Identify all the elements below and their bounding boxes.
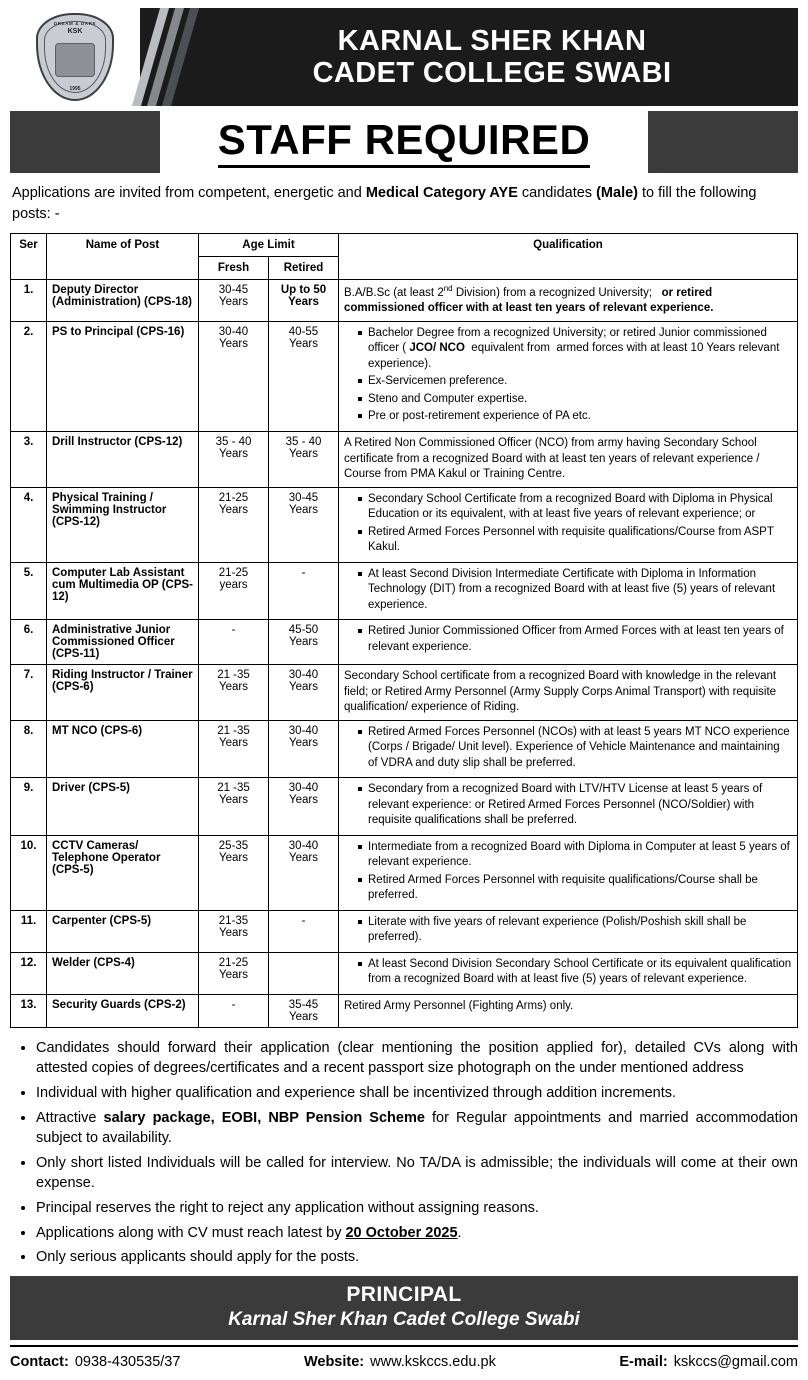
cell-age-fresh: 30-45 Years [199, 280, 269, 322]
qualification-item: Secondary School Certificate from a recognized Board with Diploma in Physical Education or its equivalent, with at least five years of relevant experience; or [358, 492, 792, 523]
institution-name: Karnal Sher Khan Cadet College Swabi [228, 1308, 580, 1330]
note-item: • Attractive salary package, EOBI, NBP Pension Scheme for Regular appointments and married accommodation subject to availability. [36, 1108, 798, 1149]
header-title-line1: KARNAL SHER KHAN [337, 24, 647, 57]
cell-post-name: CCTV Cameras/ Telephone Operator (CPS-5) [47, 835, 199, 910]
crest-year: 1995 [69, 86, 81, 92]
posts-table-head [11, 234, 798, 280]
cell-age-fresh: 21-25 Years [199, 952, 269, 994]
banner-left-shape [10, 111, 160, 173]
staff-required-banner [10, 111, 798, 173]
crest-emblem-icon [55, 43, 95, 77]
contact-label: Contact: [10, 1353, 69, 1370]
cell-post-name: Physical Training / Swimming Instructor (CPS-12) [47, 487, 199, 562]
cell-age-fresh: 21 -35 Years [199, 778, 269, 836]
th-age-fresh: Fresh [199, 257, 269, 280]
cell-ser: 2. [11, 321, 47, 431]
cell-age-retired: 30-40 Years [269, 835, 339, 910]
qualification-list [344, 326, 792, 425]
cell-post-name: Administrative Junior Commissioned Officer (CPS-11) [47, 620, 199, 665]
cell-post-name: PS to Principal (CPS-16) [47, 321, 199, 431]
crest-motto: DREAM & DARE [53, 21, 97, 26]
cell-ser: 11. [11, 910, 47, 952]
qualification-item: Retired Junior Commissioned Officer from Armed Forces with at least ten years of relevant experience. [358, 624, 792, 655]
cell-age-retired: 35-45 Years [269, 994, 339, 1027]
table-row [11, 778, 798, 836]
intro-bold-gender: (Male) [596, 185, 638, 201]
cell-ser: 6. [11, 620, 47, 665]
cell-post-name: Security Guards (CPS-2) [47, 994, 199, 1027]
table-row [11, 280, 798, 322]
qualification-list [344, 725, 792, 772]
website-label: Website: [303, 1353, 365, 1370]
college-crest-icon [27, 10, 123, 104]
cell-qualification [339, 952, 798, 994]
cell-age-fresh: 21-25 years [199, 562, 269, 620]
cell-qualification [339, 431, 798, 487]
qualification-list [344, 492, 792, 556]
cell-ser: 9. [11, 778, 47, 836]
qualification-item: Literate with five years of relevant experience (Polish/Poshish skill shall be preferred). [358, 915, 792, 946]
cell-post-name: Drill Instructor (CPS-12) [47, 431, 199, 487]
cell-ser: 3. [11, 431, 47, 487]
banner-right-shape [648, 111, 798, 173]
contact-website[interactable] [304, 1354, 496, 1370]
qualification-item: Bachelor Degree from a recognized University; or retired Junior commissioned officer ( JCO/ NCO equivalent from armed forces with at least 10 Years relevant experience). [358, 326, 792, 373]
cell-qualification [339, 562, 798, 620]
note-item: • Only short listed Individuals will be called for interview. No TA/DA is admissible; the individuals will come at their own expense. [36, 1153, 798, 1194]
cell-age-fresh: 21 -35 Years [199, 720, 269, 778]
th-ser: Ser [11, 234, 47, 280]
banner-title: STAFF REQUIRED [218, 116, 591, 168]
table-row [11, 487, 798, 562]
intro-bold-medical-category: Medical Category AYE [365, 185, 518, 201]
qualification-item: Steno and Computer expertise. [358, 392, 792, 408]
table-row [11, 562, 798, 620]
cell-qualification [339, 778, 798, 836]
qualification-item: At least Second Division Intermediate Certificate with Diploma in Information Technology (DIT) from a recognized Board with at least five (5) years of relevant experience. [358, 567, 792, 614]
qualification-item: Retired Armed Forces Personnel (NCOs) with at least 5 years MT NCO experience (Corps / Brigade/ Unit level). Experience of Vehicle Maintenance and maintaining of VDRA and duty slip shall be preferred. [358, 725, 792, 772]
qualification-item: Ex-Servicemen preference. [358, 374, 792, 390]
note-item: • Candidates should forward their application (clear mentioning the position applied for), detailed CVs along with attested copies of degrees/certificates and a recent passport size photograph on the under mentioned address [36, 1038, 798, 1079]
note-item: • Applications along with CV must reach latest by 20 October 2025. [36, 1223, 798, 1244]
qualification-item: Retired Armed Forces Personnel with requisite qualifications/Course from ASPT Kakul. [358, 525, 792, 556]
website-value[interactable]: www.kskccs.edu.pk [370, 1353, 496, 1370]
table-header-row [11, 234, 798, 257]
contact-value: 0938-430535/37 [74, 1353, 181, 1370]
qualification-list [344, 840, 792, 904]
cell-post-name: Riding Instructor / Trainer (CPS-6) [47, 665, 199, 721]
cell-age-retired: 30-40 Years [269, 665, 339, 721]
cell-age-retired: 35 - 40 Years [269, 431, 339, 487]
cell-ser: 7. [11, 665, 47, 721]
cell-ser: 1. [11, 280, 47, 322]
qualification-text: Retired Army Personnel (Fighting Arms) only. [344, 999, 574, 1012]
qualification-list [344, 567, 792, 614]
cell-age-fresh: 21-35 Years [199, 910, 269, 952]
table-row [11, 665, 798, 721]
posts-table-body [11, 280, 798, 1028]
cell-age-fresh: 30-40 Years [199, 321, 269, 431]
header-title-line2: CADET COLLEGE SWABI [312, 57, 672, 89]
cell-qualification [339, 280, 798, 322]
cell-qualification [339, 720, 798, 778]
cell-qualification [339, 665, 798, 721]
th-age-limit: Age Limit [199, 234, 339, 257]
note-item: • Individual with higher qualification and experience shall be incentivized through addition increments. [36, 1083, 798, 1104]
posts-table [10, 233, 798, 1028]
notes-list [10, 1038, 798, 1268]
cell-ser: 10. [11, 835, 47, 910]
th-post: Name of Post [47, 234, 199, 280]
cell-age-fresh: - [199, 994, 269, 1027]
intro-text-after: to fill the following posts: - [12, 185, 757, 223]
table-row [11, 720, 798, 778]
principal-title: PRINCIPAL [346, 1282, 462, 1306]
table-row [11, 835, 798, 910]
cell-age-retired: Up to 50 Years [269, 280, 339, 322]
table-row [11, 431, 798, 487]
cell-qualification [339, 620, 798, 665]
cell-qualification [339, 994, 798, 1027]
qualification-list [344, 915, 792, 946]
qualification-text: B.A/B.Sc (at least 2nd Division) from a recognized University; or retired commissioned officer with at least ten years of relevant experience. [344, 284, 714, 315]
table-row [11, 620, 798, 665]
qualification-list [344, 957, 792, 988]
cell-post-name: Carpenter (CPS-5) [47, 910, 199, 952]
cell-ser: 8. [11, 720, 47, 778]
note-item: • Only serious applicants should apply for the posts. [36, 1247, 798, 1268]
cell-age-retired: - [269, 562, 339, 620]
logo-area [10, 8, 140, 106]
crest-abbr: KSK [67, 28, 83, 35]
cell-post-name: Welder (CPS-4) [47, 952, 199, 994]
qualification-list [344, 624, 792, 655]
intro-text-before: Applications are invited from competent, energetic and [12, 185, 366, 201]
cell-age-retired: 30-40 Years [269, 720, 339, 778]
cell-qualification [339, 321, 798, 431]
cell-age-fresh: - [199, 620, 269, 665]
table-row [11, 321, 798, 431]
table-row [11, 994, 798, 1027]
table-row [11, 910, 798, 952]
cell-age-retired: 30-40 Years [269, 778, 339, 836]
cell-post-name: Driver (CPS-5) [47, 778, 199, 836]
qualification-text: A Retired Non Commissioned Officer (NCO) from army having Secondary School certificate from a recognized Board with at least ten years of relevant experience / Course from PMA Kakul or Training Centre. [344, 436, 760, 481]
cell-age-fresh: 21-25 Years [199, 487, 269, 562]
qualification-item: At least Second Division Secondary School Certificate or its equivalent qualification from a recognized Board with at least five (5) years of relevant experience. [358, 957, 792, 988]
cell-post-name: Computer Lab Assistant cum Multimedia OP (CPS-12) [47, 562, 199, 620]
cell-qualification [339, 487, 798, 562]
qualification-list [344, 782, 792, 829]
page-header [10, 8, 798, 106]
contact-bar [10, 1345, 798, 1374]
cell-qualification [339, 835, 798, 910]
cell-age-retired: 45-50 Years [269, 620, 339, 665]
cell-age-fresh: 21 -35 Years [199, 665, 269, 721]
th-qualification: Qualification [339, 234, 798, 280]
cell-qualification [339, 910, 798, 952]
cell-ser: 4. [11, 487, 47, 562]
note-item: • Principal reserves the right to reject any application without assigning reasons. [36, 1198, 798, 1219]
intro-text-middle: candidates [517, 185, 597, 201]
cell-age-retired [269, 952, 339, 994]
email-label: E-mail: [619, 1353, 668, 1370]
cell-post-name: Deputy Director (Administration) (CPS-18) [47, 280, 199, 322]
header-stripes-decoration [140, 8, 196, 106]
cell-ser: 13. [11, 994, 47, 1027]
cell-ser: 5. [11, 562, 47, 620]
cell-age-retired: 30-45 Years [269, 487, 339, 562]
cell-age-retired: 40-55 Years [269, 321, 339, 431]
intro-paragraph [12, 183, 796, 225]
contact-phone [10, 1354, 180, 1370]
qualification-item: Secondary from a recognized Board with LTV/HTV License at least 5 years of relevant experience: or Retired Armed Forces Personnel (NCO/Soldier) with requisite qualifications shall be preferred. [358, 782, 792, 829]
table-row [11, 952, 798, 994]
email-value[interactable]: kskccs@gmail.com [673, 1353, 798, 1370]
cell-ser: 12. [11, 952, 47, 994]
qualification-item: Pre or post-retirement experience of PA etc. [358, 409, 792, 425]
th-age-retired: Retired [269, 257, 339, 280]
contact-email[interactable] [619, 1354, 798, 1370]
cell-age-fresh: 35 - 40 Years [199, 431, 269, 487]
cell-age-retired: - [269, 910, 339, 952]
header-title [196, 8, 798, 106]
principal-footer [10, 1276, 798, 1340]
qualification-item: Intermediate from a recognized Board with Diploma in Computer at least 5 years of relevant experience. [358, 840, 792, 871]
qualification-text: Secondary School certificate from a recognized Board with knowledge in the relevant field; or Retired Army Personnel (Army Supply Corps Animal Transport) with requisite qualification/ experience of Riding. [344, 670, 777, 714]
cell-post-name: MT NCO (CPS-6) [47, 720, 199, 778]
banner-center [160, 111, 648, 173]
cell-age-fresh: 25-35 Years [199, 835, 269, 910]
qualification-item: Retired Armed Forces Personnel with requisite qualifications/Course shall be preferred. [358, 873, 792, 904]
